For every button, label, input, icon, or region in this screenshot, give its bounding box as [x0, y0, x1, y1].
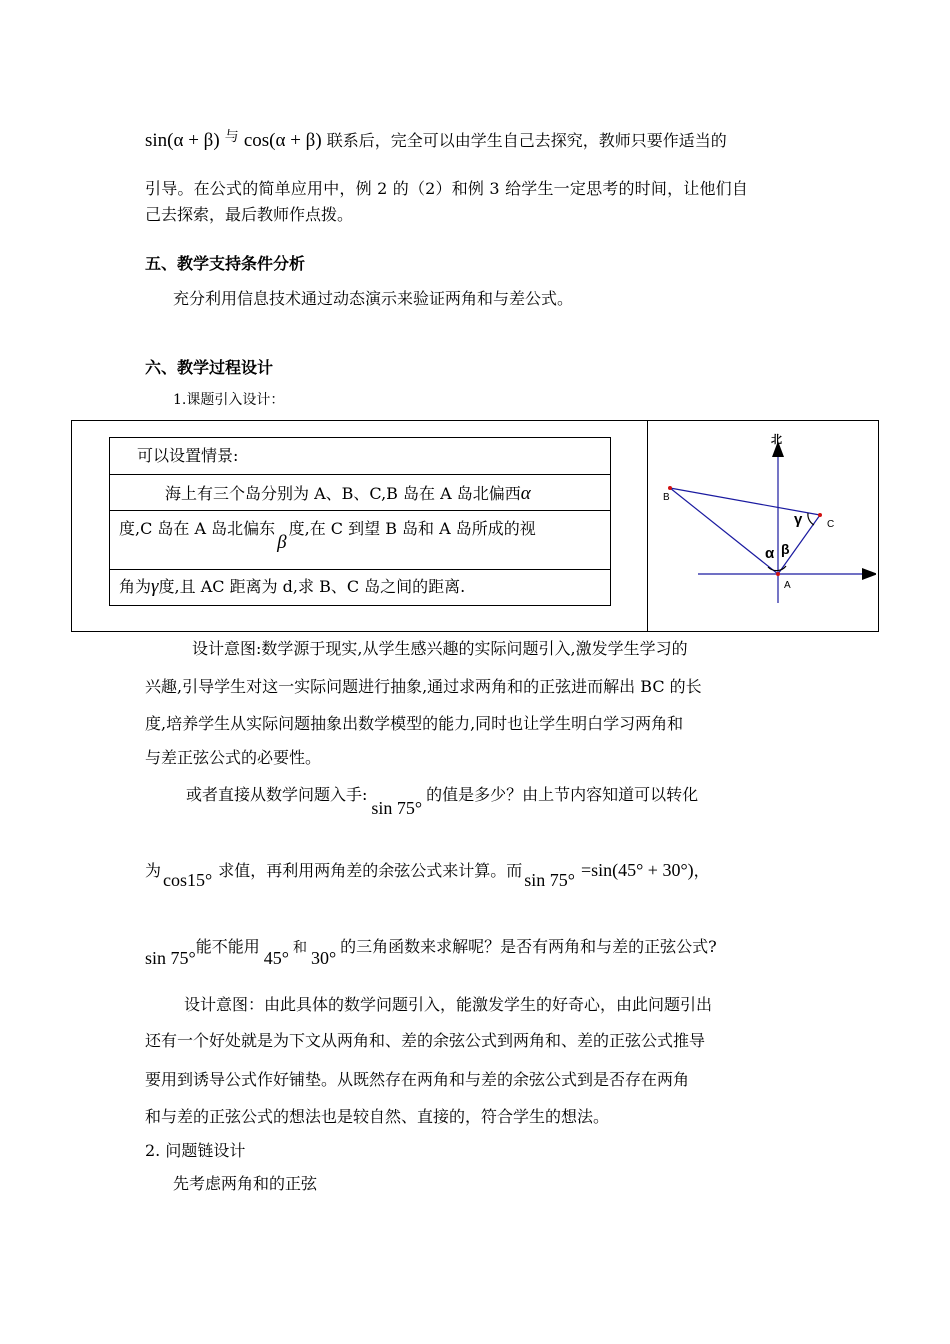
point-A: [776, 572, 780, 576]
north-label: 北: [771, 434, 782, 446]
section-6-subheading: 1.课题引入设计：: [173, 392, 285, 408]
he-text: 和: [292, 940, 307, 956]
intent-2-line-3: 要用到诱导公式作好铺垫。从既然存在两角和与差的余弦公式到是否存在两角: [145, 1070, 690, 1089]
question-line-3: [145, 934, 717, 968]
problem-chain-heading: 2. 问题链设计: [145, 1141, 246, 1160]
scenario-row-3-text-a: 度,C 岛在 A 岛北偏东: [119, 519, 276, 538]
yu-text: 与: [224, 129, 239, 145]
cos15-expr: cos15°: [163, 870, 213, 890]
scenario-row-2-text: 海上有三个岛分别为 A、B、C,B 岛在 A 岛北偏西: [165, 484, 521, 503]
scenario-row-1: 可以设置情景:: [137, 446, 239, 465]
sin75-expr-2: sin 75°: [524, 870, 575, 890]
east-arrowhead: [862, 568, 876, 580]
section-5-heading: 五、教学支持条件分析: [145, 254, 306, 273]
paragraph-1-line-1-rest: 联系后，完全可以由学生自己去探究，教师只要作适当的: [326, 131, 727, 150]
intent-1-line-2: 兴趣,引导学生对这一实际问题进行抽象,通过求两角和的正弦进而解出 BC 的长: [145, 677, 702, 696]
sin-alpha-plus-beta: sin(α + β): [145, 130, 220, 151]
cos-alpha-plus-beta: cos(α + β): [243, 130, 322, 151]
section-5-body: 充分利用信息技术通过动态演示来验证两角和与差公式。: [173, 289, 574, 308]
sin75-expr-1: sin 75°: [371, 798, 423, 818]
scenario-row-3-text-b: 度,在 C 到望 B 岛和 A 岛所成的视: [288, 519, 536, 538]
sin75-expr-3: sin 75°: [145, 948, 196, 968]
scenario-row-4-text-a: 角为: [119, 577, 152, 596]
section-6-heading: 六、教学过程设计: [145, 358, 274, 377]
label-A: A: [784, 580, 791, 591]
question-line-1-lead: 或者直接从数学问题入手:: [186, 785, 368, 804]
question-line-1: [186, 782, 699, 818]
table-row-divider-2: [109, 510, 610, 511]
deg30-expr: 30°: [310, 948, 337, 968]
label-B: B: [663, 492, 670, 503]
intent-1-line-1: 设计意图:数学源于现实,从学生感兴趣的实际问题引入,激发学生学习的: [192, 639, 688, 658]
label-gamma: γ: [794, 511, 803, 528]
intent-2-line-4: 和与差的正弦公式的想法也是较自然、直接的，符合学生的想法。: [145, 1107, 610, 1126]
intent-2-line-2: 还有一个好处就是为下文从两角和、差的余弦公式到两角和、差的正弦公式推导: [145, 1031, 706, 1050]
alpha-symbol: α: [520, 483, 531, 504]
paragraph-1-line-3: 己去探索，最后教师作点拨。: [145, 205, 354, 224]
label-C: C: [827, 519, 835, 530]
line-BA: [670, 488, 778, 574]
sin-45-30-expr: =sin(45° + 30°): [580, 860, 694, 880]
question-line-1-rest: 的值是多少？由上节内容知道可以转化: [426, 785, 699, 804]
gamma-symbol: γ: [151, 576, 159, 597]
question-line-2: [145, 858, 710, 890]
intent-1-line-3: 度,培养学生从实际问题抽象出数学模型的能力,同时也让学生明白学习两角和: [145, 714, 684, 733]
problem-chain-body: 先考虑两角和的正弦: [173, 1174, 318, 1193]
question-line-3-a: 能不能用: [195, 937, 260, 956]
paragraph-1-line-2: 引导。在公式的简单应用中，例 2 的（2）和例 3 给学生一定思考的时间，让他们自: [145, 179, 749, 198]
table-row-divider-3: [109, 569, 610, 570]
intent-1-line-4: 与差正弦公式的必要性。: [145, 748, 322, 767]
scenario-row-4: [119, 574, 465, 598]
label-beta: β: [781, 541, 790, 557]
beta-symbol: β: [277, 532, 287, 553]
question-line-2-mid: 求值，再利用两角差的余弦公式来计算。而: [218, 861, 523, 880]
question-line-3-b: 的三角函数来求解呢？是否有两角和与差的正弦公式?: [340, 937, 717, 956]
comma: ，: [693, 861, 710, 880]
scenario-row-4-text-b: 度,且 AC 距离为 d,求 B、C 岛之间的距离.: [158, 577, 466, 596]
table-row-divider-1: [109, 474, 610, 475]
point-B: [668, 486, 672, 490]
deg45-expr: 45°: [263, 948, 289, 968]
angle-arc-C: [808, 513, 814, 525]
island-diagram: [648, 421, 876, 629]
intent-2-line-1: 设计意图：由此具体的数学问题引入，能激发学生的好奇心，由此问题引出: [184, 995, 713, 1014]
paragraph-1-line-1: [145, 128, 727, 152]
point-C: [818, 513, 822, 517]
wei-text: 为: [145, 861, 162, 880]
label-alpha: α: [765, 545, 775, 562]
scenario-row-2: [165, 481, 531, 505]
scenario-row-3: [119, 516, 536, 553]
